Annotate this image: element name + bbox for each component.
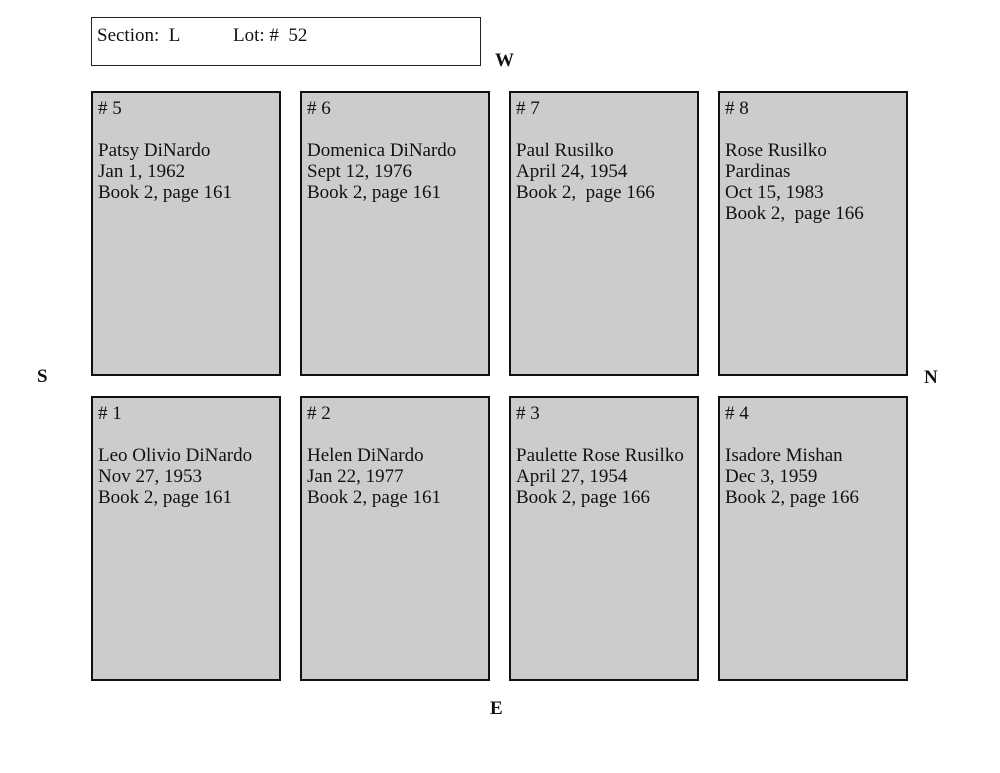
- compass-east: E: [490, 698, 503, 719]
- plot-7: [509, 91, 699, 376]
- plot-4: [718, 396, 908, 681]
- plot-number: # 5: [98, 98, 122, 119]
- plot-8: [718, 91, 908, 376]
- plot-name: Patsy DiNardo: [98, 140, 211, 161]
- plot-record: Book 2, page 166: [516, 487, 651, 508]
- plot-number: # 2: [307, 403, 331, 424]
- plot-record: Book 2, page 166: [516, 182, 655, 203]
- section-label: Section: L: [97, 25, 181, 46]
- plot-date: Jan 22, 1977: [307, 466, 404, 487]
- plot-6: [300, 91, 490, 376]
- plot-date: April 24, 1954: [516, 161, 628, 182]
- plot-2: [300, 396, 490, 681]
- plot-date: Nov 27, 1953: [98, 466, 202, 487]
- plot-date: April 27, 1954: [516, 466, 628, 487]
- plot-name-cont: Pardinas: [725, 161, 791, 182]
- plot-5: [91, 91, 281, 376]
- compass-west: W: [495, 50, 514, 71]
- plot-date: Jan 1, 1962: [98, 161, 186, 182]
- plot-number: # 1: [98, 403, 122, 424]
- compass-north: N: [924, 367, 938, 388]
- plot-number: # 8: [725, 98, 749, 119]
- plot-number: # 3: [516, 403, 540, 424]
- plot-name: Paul Rusilko: [516, 140, 614, 161]
- plot-record: Book 2, page 161: [98, 182, 233, 203]
- plot-record: Book 2, page 161: [98, 487, 233, 508]
- plot-name: Paulette Rose Rusilko: [516, 445, 684, 466]
- plot-number: # 6: [307, 98, 331, 119]
- plot-record: Book 2, page 166: [725, 203, 864, 224]
- plot-date: Oct 15, 1983: [725, 182, 824, 203]
- plot-name: Rose Rusilko: [725, 140, 827, 161]
- plot-number: # 7: [516, 98, 540, 119]
- plot-name: Isadore Mishan: [725, 445, 843, 466]
- plot-record: Book 2, page 161: [307, 487, 442, 508]
- plot-date: Sept 12, 1976: [307, 161, 413, 182]
- lot-label: Lot: # 52: [233, 25, 308, 46]
- plot-record: Book 2, page 161: [307, 182, 442, 203]
- compass-south: S: [37, 366, 48, 387]
- plot-3: [509, 396, 699, 681]
- plot-date: Dec 3, 1959: [725, 466, 818, 487]
- plot-name: Leo Olivio DiNardo: [98, 445, 253, 466]
- plot-name: Helen DiNardo: [307, 445, 424, 466]
- plot-record: Book 2, page 166: [725, 487, 860, 508]
- plot-name: Domenica DiNardo: [307, 140, 457, 161]
- plot-number: # 4: [725, 403, 749, 424]
- plot-1: [91, 396, 281, 681]
- section-lot-box: [91, 17, 481, 66]
